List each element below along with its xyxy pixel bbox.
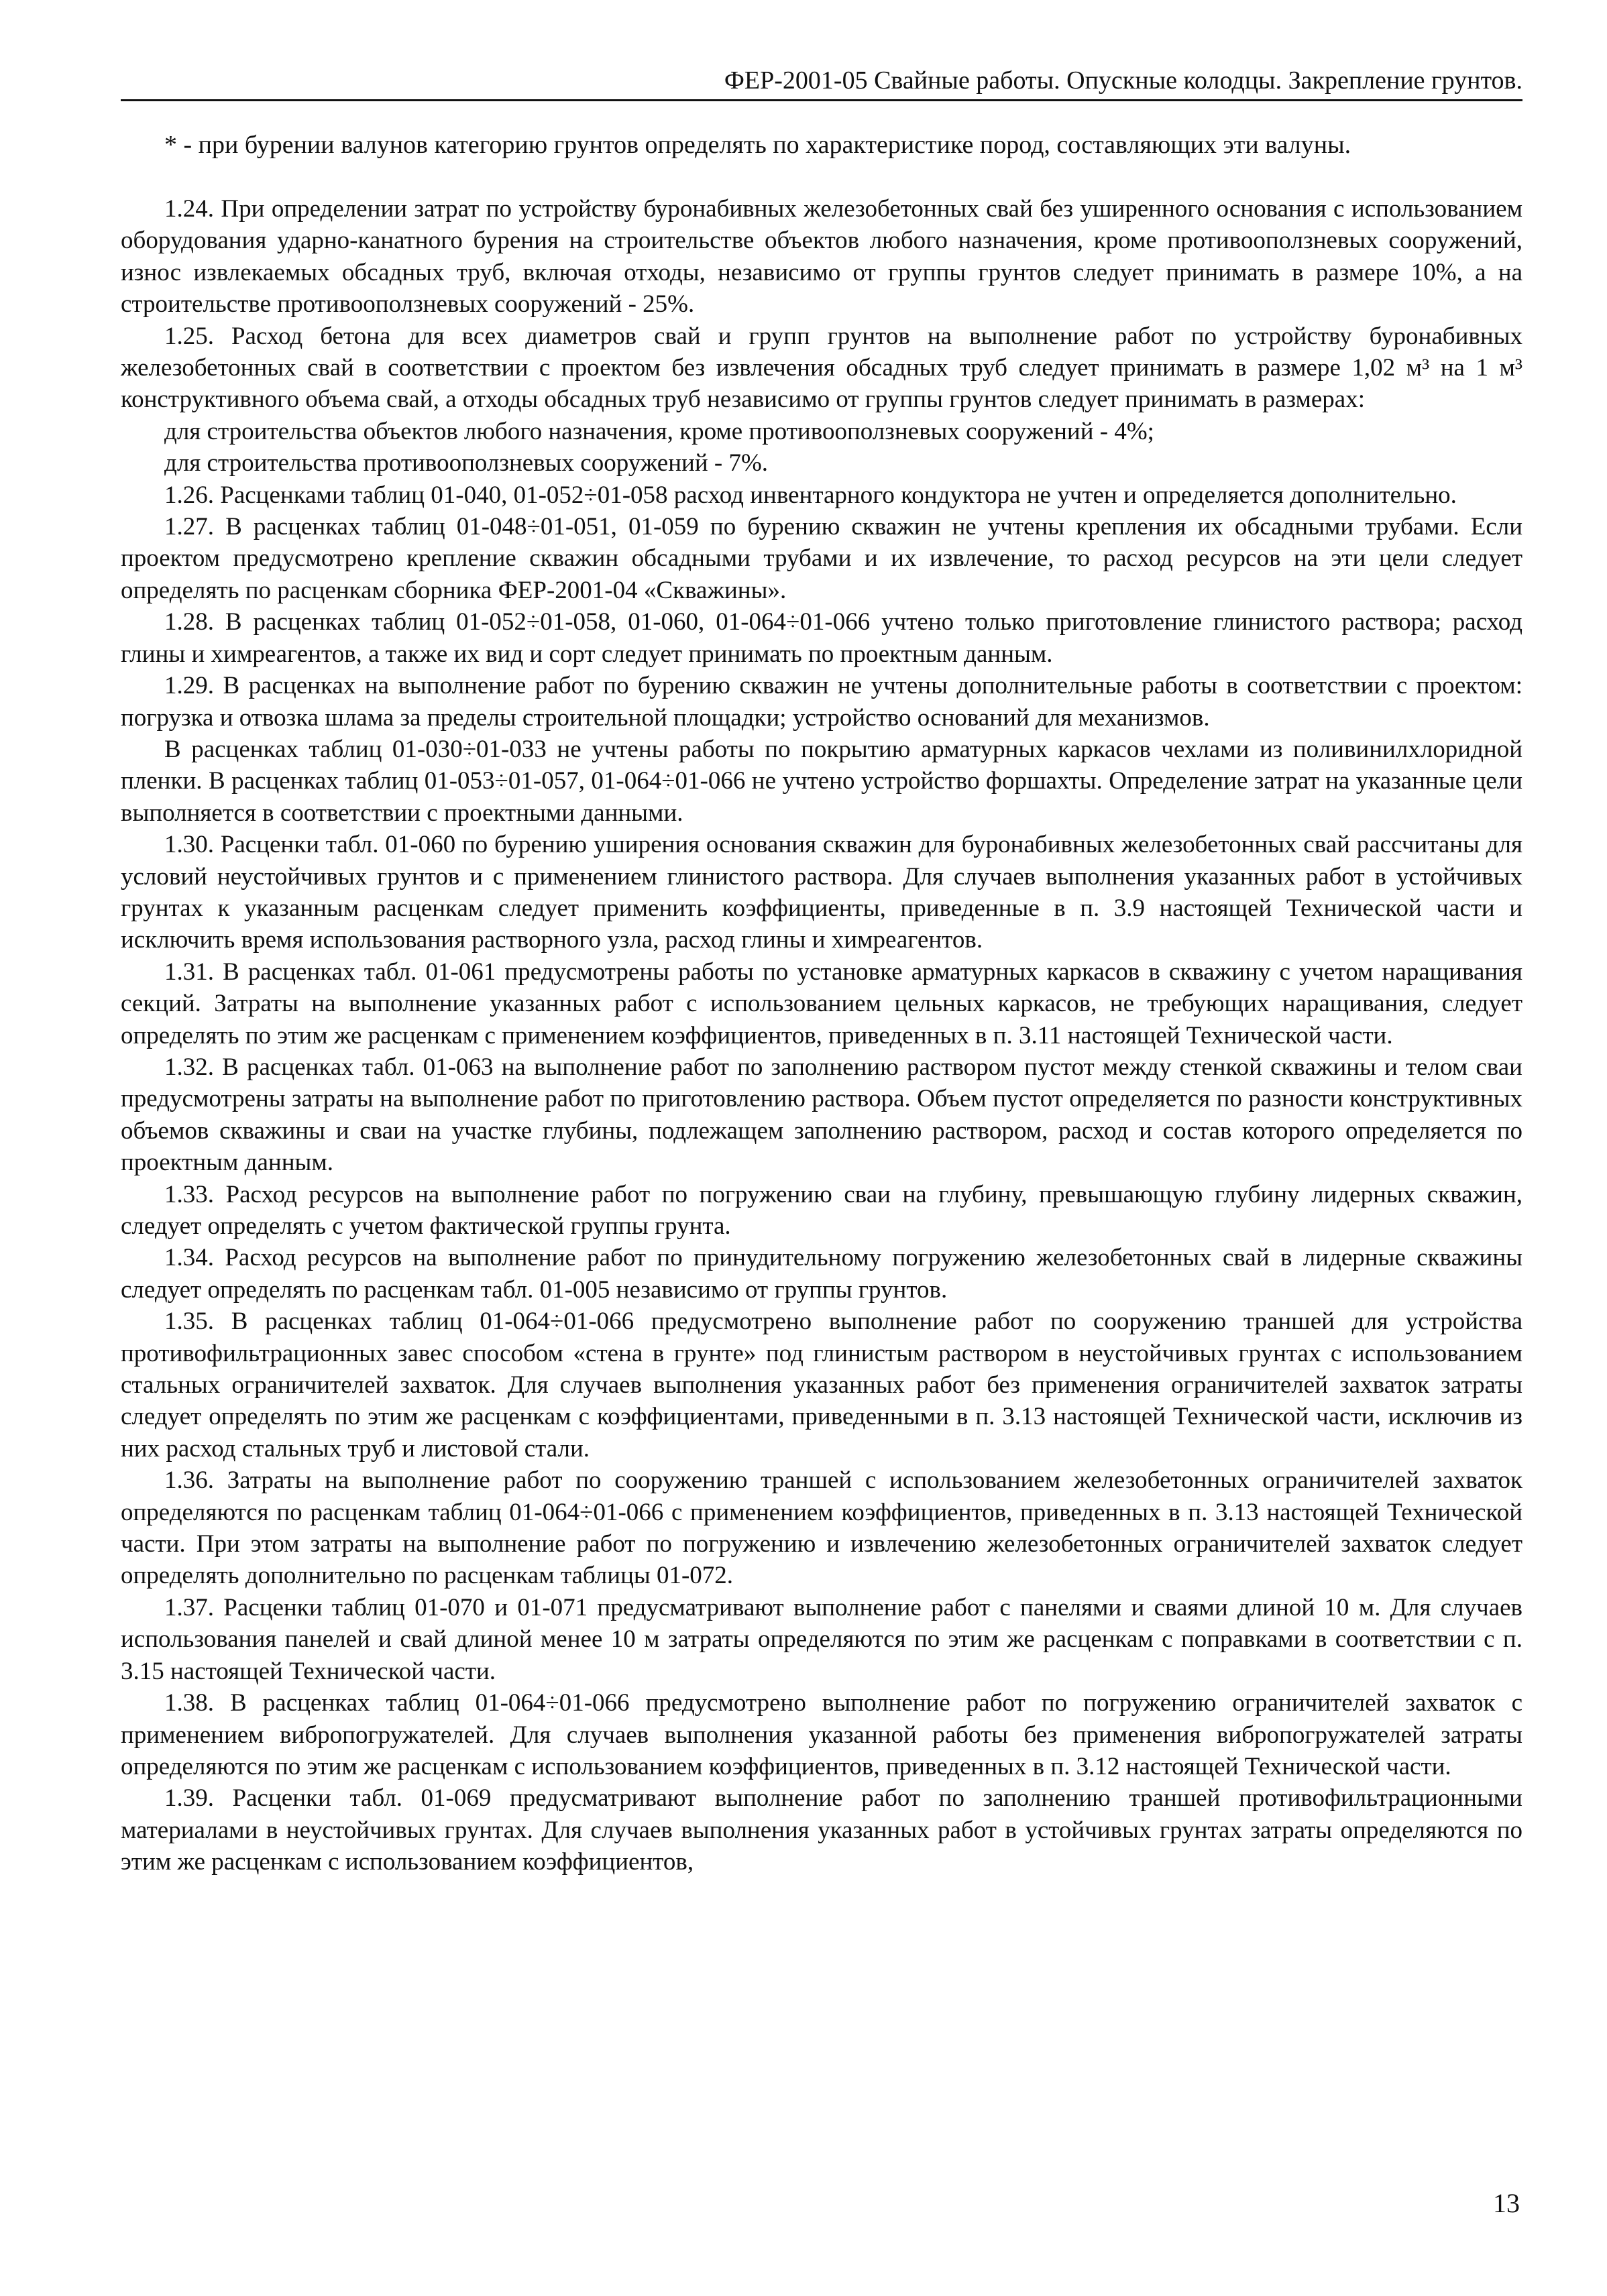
paragraph-1-33: 1.33. Расход ресурсов на выполнение работ по погружению сваи на глубину, превышающую глубину лидерных скважин, следует определять с учетом фактической группы грунта. (121, 1180, 1522, 1240)
paragraph-1-25-item-1: для строительства объектов любого назначения, кроме противооползневых сооружений - 4%; (164, 417, 1154, 445)
document-body (121, 193, 1522, 1878)
footnote: * - при бурении валунов категорию грунтов определять по характеристике пород, составляющих эти валуны. (164, 131, 1351, 159)
paragraph-1-25-item-2: для строительства противооползневых сооружений - 7%. (164, 449, 769, 477)
paragraph-1-34: 1.34. Расход ресурсов на выполнение работ по принудительному погружению железобетонных свай в лидерные скважины следует определять по расценкам табл. 01-005 независимо от группы грунтов. (121, 1244, 1522, 1304)
paragraph-1-29: 1.29. В расценках на выполнение работ по бурению скважин не учтены дополнительные работы в соответствии с проектом: погрузка и отвозка шлама за пределы строительной площадки; устройство оснований для механизмов. (121, 672, 1522, 732)
paragraph-1-31: 1.31. В расценках табл. 01-061 предусмотрены работы по установке арматурных каркасов в скважину с учетом наращивания секций. Затраты на выполнение указанных работ с использованием цельных каркасов, не требующих наращивания, следует определять по этим же расценкам с применением коэффициентов, приведенных в п. 3.11 настоящей Технической части. (121, 958, 1522, 1049)
paragraph-1-39: 1.39. Расценки табл. 01-069 предусматривают выполнение работ по заполнению траншей противофильтрационными материалами в неустойчивых грунтах. Для случаев выполнения указанных работ в устойчивых грунтах затраты определяются по этим же расценкам с использованием коэффициентов, (121, 1784, 1522, 1876)
paragraph-1-27: 1.27. В расценках таблиц 01-048÷01-051, 01-059 по бурению скважин не учтены крепления их обсадными трубами. Если проектом предусмотрено крепление скважин обсадными трубами и их извлечение, то расход ресурсов на эти цели следует определять по расценкам сборника ФЕР-2001-04 «Скважины». (121, 513, 1522, 604)
paragraph-1-36: 1.36. Затраты на выполнение работ по сооружению траншей с использованием железобетонных ограничителей захваток определяются по расценкам таблиц 01-064÷01-066 с применением коэффициентов, приведенных в п. 3.13 настоящей Технической части. При этом затраты на выполнение работ по погружению и извлечению железобетонных ограничителей захваток следует определять дополнительно по расценкам таблицы 01-072. (121, 1467, 1522, 1590)
paragraph-1-29-continued: В расценках таблиц 01-030÷01-033 не учтены работы по покрытию арматурных каркасов чехлами из поливинилхлоридной пленки. В расценках таблиц 01-053÷01-057, 01-064÷01-066 не учтено устройство форшахты. Определение затрат на указанные цели выполняется в соответствии с проектными данными. (121, 735, 1522, 827)
page-header: ФЕР-2001-05 Свайные работы. Опускные колодцы. Закрепление грунтов. (121, 64, 1522, 101)
paragraph-1-26: 1.26. Расценками таблиц 01-040, 01-052÷01-058 расход инвентарного кондуктора не учтен и определяется дополнительно. (164, 481, 1457, 509)
paragraph-1-24: 1.24. При определении затрат по устройству буронабивных железобетонных свай без уширенного основания с использованием оборудования ударно-канатного бурения на строительстве объектов любого назначения, кроме противооползневых сооружений, износ извлекаемых обсадных труб, включая отходы, независимо от группы грунтов следует принимать в размере 10%, а на строительстве противооползневых сооружений - 25%. (121, 195, 1522, 319)
paragraph-1-25: 1.25. Расход бетона для всех диаметров свай и групп грунтов на выполнение работ по устройству буронабивных железобетонных свай в соответствии с проектом без извлечения обсадных труб следует принимать в размере 1,02 м³ на 1 м³ конструктивного объема свай, а отходы обсадных труб независимо от группы грунтов следует принимать в размерах: (121, 322, 1522, 414)
paragraph-1-28: 1.28. В расценках таблиц 01-052÷01-058, 01-060, 01-064÷01-066 учтено только приготовление глинистого раствора; расход глины и химреагентов, а также их вид и сорт следует принимать по проектным данным. (121, 608, 1522, 668)
paragraph-1-35: 1.35. В расценках таблиц 01-064÷01-066 предусмотрено выполнение работ по сооружению траншей для устройства противофильтрационных завес способом «стена в грунте» под глинистым раствором в неустойчивых грунтах с использованием стальных ограничителей захваток. Для случаев выполнения указанных работ без применения ограничителей захваток затраты следует определять по этим же расценкам с коэффициентами, приведенными в п. 3.13 настоящей Технической части, исключив из них расход стальных труб и листовой стали. (121, 1308, 1522, 1462)
page-number: 13 (1493, 2188, 1520, 2218)
paragraph-1-32: 1.32. В расценках табл. 01-063 на выполнение работ по заполнению раствором пустот между стенкой скважины и телом сваи предусмотрены затраты на выполнение работ по приготовлению раствора. Объем пустот определяется по разности конструктивных объемов скважины и сваи на участке глубины, подлежащем заполнению раствором, расход и состав которого определяется по проектным данным. (121, 1053, 1522, 1177)
paragraph-1-38: 1.38. В расценках таблиц 01-064÷01-066 предусмотрено выполнение работ по погружению ограничителей захваток с применением вибропогружателей. Для случаев выполнения указанной работы без применения вибропогружателей затраты определяются по этим же расценкам с использованием коэффициентов, приведенных в п. 3.12 настоящей Технической части. (121, 1689, 1522, 1780)
paragraph-1-30: 1.30. Расценки табл. 01-060 по бурению уширения основания скважин для буронабивных железобетонных свай рассчитаны для условий неустойчивых грунтов и с применением глинистого раствора. Для случаев выполнения указанных работ в устойчивых грунтах к указанным расценкам следует применить коэффициенты, приведенные в п. 3.9 настоящей Технической части и исключить время использования растворного узла, расход глины и химреагентов. (121, 831, 1522, 954)
paragraph-1-37: 1.37. Расценки таблиц 01-070 и 01-071 предусматривают выполнение работ с панелями и сваями длиной 10 м. Для случаев использования панелей и свай длиной менее 10 м затраты определяются по этим же расценкам с поправками в соответствии с п. 3.15 настоящей Технической части. (121, 1593, 1522, 1685)
